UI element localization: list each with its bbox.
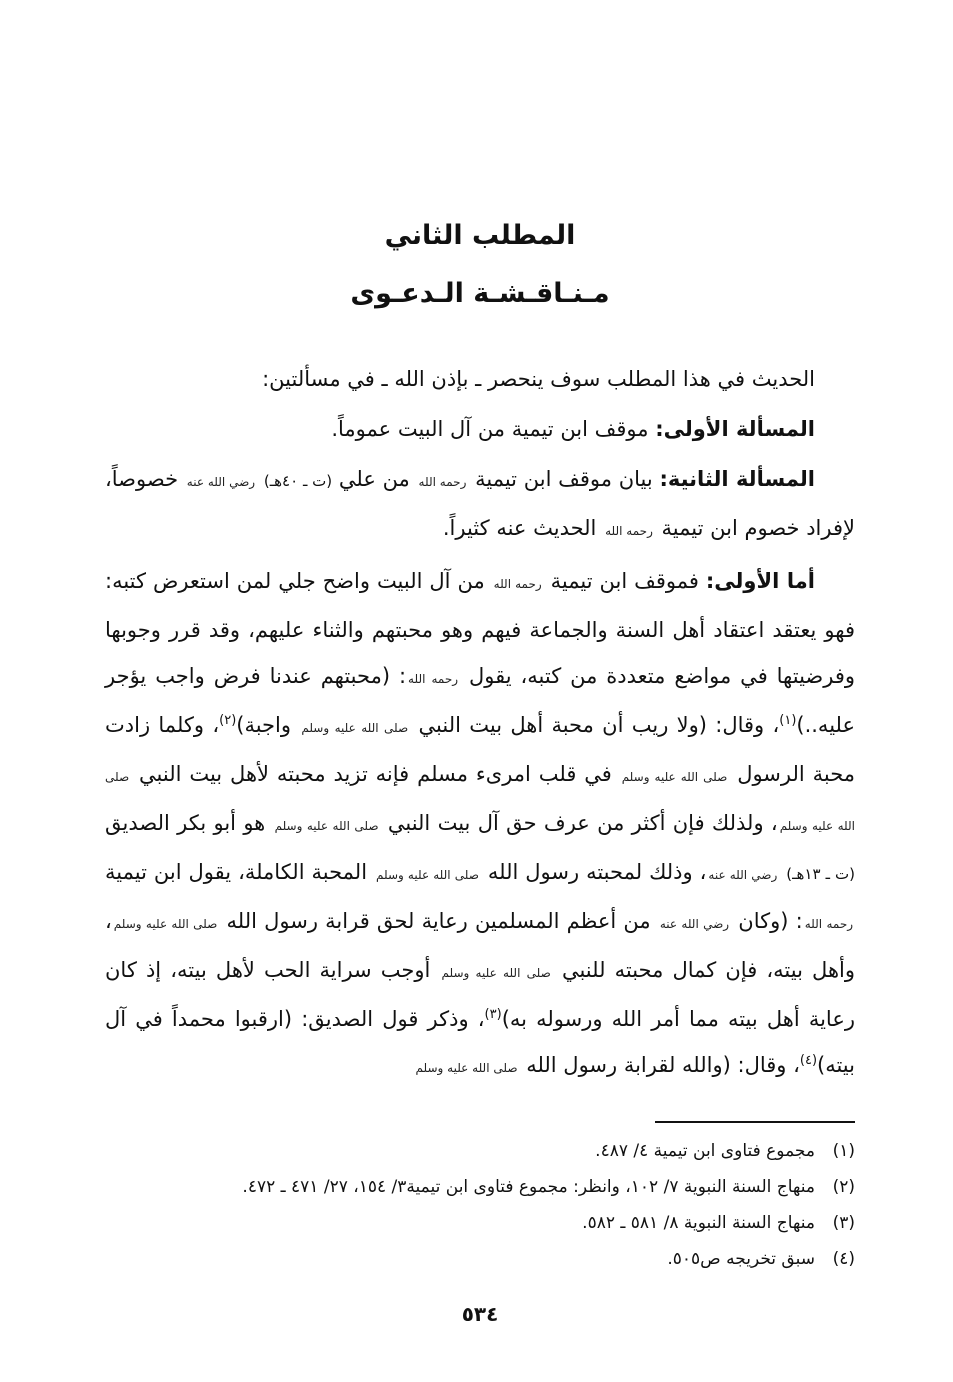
paragraph-text: واجبة) — [236, 713, 300, 737]
paragraph-text: : (وكان — [731, 909, 803, 933]
footnote-number: (١) — [832, 1141, 855, 1161]
paragraph-text: فموقف ابن تيمية — [543, 569, 706, 593]
page-content — [105, 0, 855, 1329]
honorific-ligature: صلى الله عليه وسلم — [376, 868, 479, 882]
paragraph-text: : (محبتهم عندنا فرض واجب يؤجر عليه..) — [105, 664, 856, 737]
footnote-number: (٤) — [832, 1249, 855, 1269]
honorific-ligature: رضي الله عنه — [708, 868, 778, 882]
paragraph-text: ، وأهل بيته، فإن كمال محبته للنبي — [105, 909, 855, 982]
paragraph-text: من آل البيت واضح جلي لمن استعرض كتبه: فهو يعتقد اعتقاد أهل السنة والجماعة فيهم وهو محبتهم والثناء عليهم، وقد قرر وجوبها وفرضيتها في مواضع متعددة من كتبه، يقول — [105, 569, 856, 688]
paragraph-text: ، وقال: (ولا ريب أن محبة أهل بيت النبي — [410, 713, 780, 737]
paragraph-text: ، وذكر قول الصديق: (ارقبوا محمداً في آل بيته) — [105, 1007, 855, 1077]
death-date: (ت ـ ١٣هـ) — [786, 865, 856, 883]
section-heading: المطلب الثاني — [384, 220, 576, 251]
death-date: (ت ـ ٤٠هـ) — [263, 472, 333, 490]
issue-label: المسألة الثانية: — [659, 467, 815, 491]
honorific-ligature: صلى الله عليه وسلم — [105, 770, 855, 833]
honorific-ligature: صلى الله عليه وسلم — [301, 721, 409, 735]
footnote-number: (٢) — [832, 1177, 855, 1197]
honorific-ligature: صلى الله عليه وسلم — [274, 819, 379, 833]
footnote-text: منهاج السنة النبوية ٨/ ٥٨١ ـ ٥٨٢. — [582, 1213, 815, 1233]
footnote-text: مجموع فتاوى ابن تيمية ٤/ ٤٨٧. — [595, 1141, 815, 1161]
footnote-text: منهاج السنة النبوية ٧/ ١٠٢، وانظر: مجموع فتاوى ابن تيمية٣/ ١٥٤، ٢٧/ ٤٧١ ـ ٤٧٢. — [242, 1177, 815, 1197]
paragraph-text — [257, 467, 264, 491]
honorific-ligature: رضي الله عنه — [659, 917, 730, 931]
paragraph-text: المحبة الكاملة، يقول ابن تيمية — [105, 860, 374, 884]
paragraph-text: من أعظم المسلمين رعاية لحق قرابة رسول الله — [219, 909, 658, 933]
section-subtitle: مـنـاقـشـة الـدعـوى — [350, 278, 610, 309]
footnote-text: سبق تخريجه ص٥٠٥. — [667, 1249, 815, 1269]
footnotes-list — [105, 1133, 855, 1277]
issue-label: أما الأولى: — [705, 569, 815, 593]
paragraph-text: ، ولذلك فإن أكثر من عرف حق آل بيت النبي — [380, 811, 778, 835]
body-text — [105, 356, 855, 1091]
page-number: ٥٣٤ — [461, 1302, 499, 1326]
paragraph — [105, 456, 855, 554]
honorific-ligature: رضي الله عنه — [186, 475, 256, 489]
paragraph-text: هو أبو بكر الصديق — [105, 811, 273, 835]
paragraph-text: خصوصاً، لإفراد خصوم ابن تيمية — [105, 467, 855, 540]
honorific-ligature: صلى الله عليه وسلم — [113, 917, 218, 931]
footnote — [105, 1205, 855, 1241]
honorific-ligature: رحمه الله — [804, 917, 854, 931]
paragraph — [105, 406, 855, 452]
paragraph-text: في قلب امرىء مسلم فإنه تزيد محبته لأهل بيت النبي — [131, 762, 620, 786]
issue-label: المسألة الأولى: — [655, 417, 815, 441]
paragraph-text: أوجب سراية الحب لأهل بيته، إذ كان رعاية أهل بيته مما أمر الله ورسوله به) — [105, 958, 856, 1031]
honorific-ligature: رحمه الله — [493, 577, 542, 591]
honorific-ligature: رحمه الله — [418, 475, 467, 489]
paragraph-text: ، وقال: (والله لقرابة رسول الله — [519, 1053, 800, 1077]
paragraph-text: موقف ابن تيمية من آل البيت عموماً. — [331, 417, 656, 441]
paragraph-text: ، وذلك لمحبته رسول الله — [480, 860, 707, 884]
footnote — [105, 1133, 855, 1169]
footnote-separator — [655, 1121, 855, 1123]
honorific-ligature: رحمه الله — [605, 524, 653, 538]
footnote-ref: (٢) — [219, 713, 237, 728]
footnote-ref: (١) — [779, 713, 797, 728]
honorific-ligature: صلى الله عليه وسلم — [621, 770, 728, 784]
footnote — [105, 1169, 855, 1205]
paragraph-text: ، وكلما زادت محبة الرسول — [105, 713, 856, 786]
paragraph-text: من علي — [332, 467, 417, 491]
honorific-ligature: صلى الله عليه وسلم — [415, 1061, 518, 1075]
footnote — [105, 1241, 855, 1277]
paragraph-text: بيان موقف ابن تيمية — [468, 467, 660, 491]
paragraph — [105, 356, 855, 402]
paragraph-text: الحديث في هذا المطلب سوف ينحصر ـ بإذن الله ـ في مسألتين: — [262, 367, 815, 391]
paragraph-text: الحديث عنه كثيراً. — [442, 516, 604, 540]
paragraph — [105, 558, 855, 1091]
footnote-ref: (٤) — [799, 1053, 818, 1068]
footnote-ref: (٣) — [484, 1007, 502, 1022]
honorific-ligature: رحمه الله — [408, 672, 459, 686]
footnote-number: (٣) — [832, 1213, 855, 1233]
honorific-ligature: صلى الله عليه وسلم — [441, 966, 551, 980]
